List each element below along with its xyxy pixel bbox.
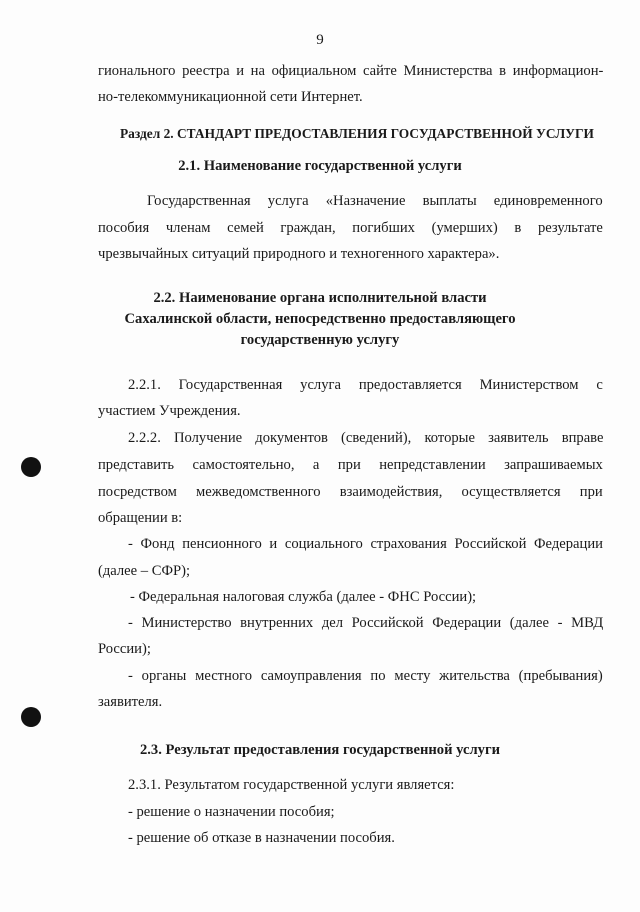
section-title: Раздел 2. СТАНДАРТ ПРЕДОСТАВЛЕНИЯ ГОСУДАРСТВЕННОЙ УСЛУГИ: [120, 126, 594, 141]
list-item: - Фонд пенсионного и социального страхования Российской Федерации: [128, 536, 603, 552]
list-item: - органы местного самоуправления по месту жительства (пребывания): [128, 668, 603, 684]
text-line: посредством межведомственного взаимодействия, осуществляется при: [98, 484, 603, 500]
heading-2-2: государственную услугу: [240, 332, 400, 348]
heading-2-3: 2.3. Результат предоставления государственной услуги: [139, 742, 501, 758]
page-number: 9: [316, 32, 324, 48]
list-item: заявителя.: [98, 694, 163, 710]
text-line: обращении в:: [98, 510, 183, 526]
heading-2-2: Сахалинской области, непосредственно предоставляющего: [124, 311, 516, 327]
text-line: но-телекоммуникационной сети Интернет.: [98, 89, 363, 105]
list-item: - решение о назначении пособия;: [128, 804, 335, 820]
list-item: России);: [98, 641, 151, 657]
text-line: 2.2.2. Получение документов (сведений), которые заявитель вправе: [128, 430, 604, 446]
text-line: Государственная услуга «Назначение выплаты единовременного: [147, 193, 603, 209]
list-item: - Министерство внутренних дел Российской Федерации (далее - МВД: [128, 615, 604, 631]
text-line: чрезвычайных ситуаций природного и техногенного характера».: [98, 246, 500, 262]
text-line: пособия членам семей граждан, погибших (умерших) в результате: [98, 220, 603, 236]
text-line: гионального реестра и на официальном сайте Министерства в информацион-: [98, 63, 604, 79]
punch-hole: [21, 707, 41, 727]
heading-2-1: 2.1. Наименование государственной услуги: [178, 158, 462, 174]
text-line: представить самостоятельно, а при непредставлении запрашиваемых: [98, 457, 603, 473]
text-line: участием Учреждения.: [98, 403, 241, 419]
list-item: - решение об отказе в назначении пособия.: [128, 830, 395, 846]
heading-2-2: 2.2. Наименование органа исполнительной власти: [153, 290, 487, 306]
text-line: 2.3.1. Результатом государственной услуги является:: [128, 777, 455, 793]
punch-hole: [21, 457, 41, 477]
list-item: (далее – СФР);: [98, 563, 191, 579]
text-line: 2.2.1. Государственная услуга предоставляется Министерством с: [128, 377, 603, 393]
list-item: - Федеральная налоговая служба (далее - ФНС России);: [130, 589, 477, 605]
